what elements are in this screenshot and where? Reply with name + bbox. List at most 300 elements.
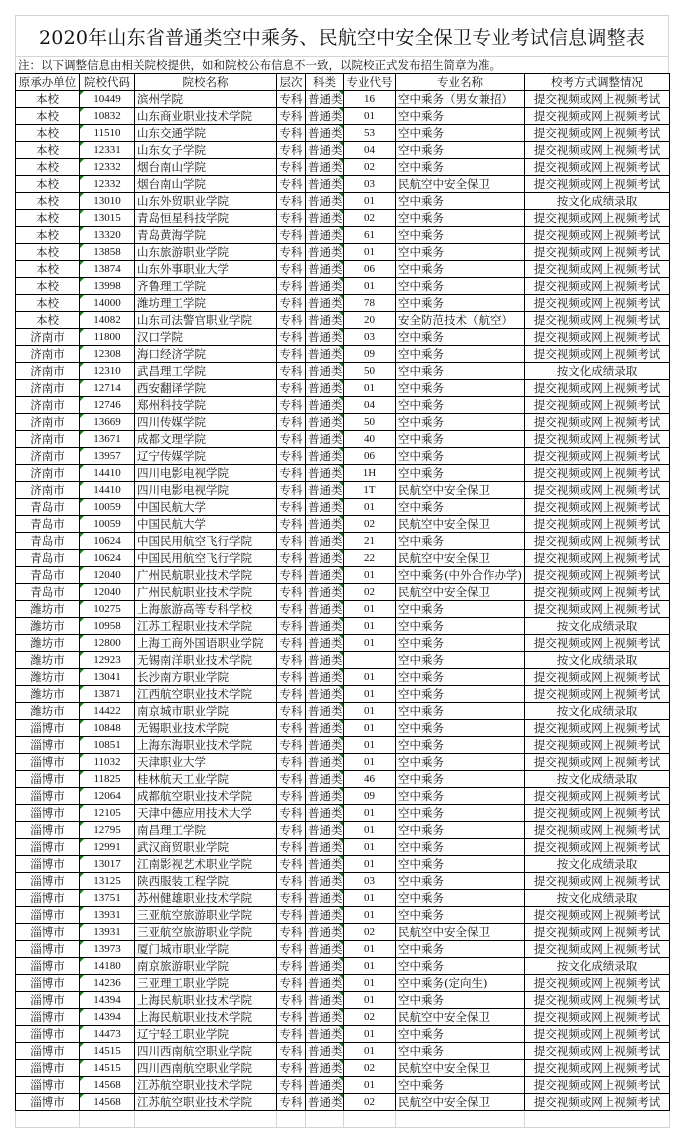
cell-original-unit[interactable]: 本校 bbox=[16, 244, 80, 261]
cell-school-name[interactable]: 四川西南航空职业学院 bbox=[135, 1043, 277, 1060]
cell-exam-adjustment[interactable]: 提交视频或网上视频考试 bbox=[525, 227, 670, 244]
cell-school-name[interactable]: 中国民航大学 bbox=[135, 499, 277, 516]
cell-major-code[interactable]: 01 bbox=[344, 720, 396, 737]
cell-exam-adjustment[interactable]: 提交视频或网上视频考试 bbox=[525, 567, 670, 584]
cell-exam-adjustment[interactable]: 提交视频或网上视频考试 bbox=[525, 1060, 670, 1077]
cell-major-code[interactable]: 78 bbox=[344, 295, 396, 312]
cell-category[interactable]: 普通类 bbox=[306, 788, 344, 805]
cell-level[interactable]: 专科 bbox=[277, 856, 306, 873]
cell-original-unit[interactable]: 潍坊市 bbox=[16, 635, 80, 652]
cell-school-code[interactable]: 10624 bbox=[80, 533, 135, 550]
cell-school-name[interactable]: 四川传媒学院 bbox=[135, 414, 277, 431]
cell-category[interactable]: 普通类 bbox=[306, 839, 344, 856]
cell-school-name[interactable]: 三亚航空旅游职业学院 bbox=[135, 924, 277, 941]
cell-level[interactable]: 专科 bbox=[277, 652, 306, 669]
cell-school-code[interactable]: 13320 bbox=[80, 227, 135, 244]
cell-school-code[interactable]: 10624 bbox=[80, 550, 135, 567]
cell-major-name[interactable]: 空中乘务 bbox=[396, 958, 525, 975]
cell-school-name[interactable]: 青岛黄海学院 bbox=[135, 227, 277, 244]
cell-level[interactable]: 专科 bbox=[277, 193, 306, 210]
cell-exam-adjustment[interactable]: 提交视频或网上视频考试 bbox=[525, 907, 670, 924]
cell-category[interactable]: 普通类 bbox=[306, 924, 344, 941]
cell-category[interactable]: 普通类 bbox=[306, 499, 344, 516]
cell-school-code[interactable]: 13015 bbox=[80, 210, 135, 227]
cell-school-code[interactable]: 14515 bbox=[80, 1043, 135, 1060]
cell-original-unit[interactable]: 淄博市 bbox=[16, 720, 80, 737]
cell-original-unit[interactable]: 济南市 bbox=[16, 380, 80, 397]
cell-category[interactable]: 普通类 bbox=[306, 278, 344, 295]
cell-school-name[interactable]: 南京城市职业学院 bbox=[135, 703, 277, 720]
cell-category[interactable]: 普通类 bbox=[306, 771, 344, 788]
cell-level[interactable]: 专科 bbox=[277, 448, 306, 465]
cell-category[interactable]: 普通类 bbox=[306, 329, 344, 346]
cell-major-name[interactable]: 空中乘务 bbox=[396, 1026, 525, 1043]
cell-school-code[interactable]: 12040 bbox=[80, 567, 135, 584]
cell-exam-adjustment[interactable]: 提交视频或网上视频考试 bbox=[525, 924, 670, 941]
cell-category[interactable]: 普通类 bbox=[306, 584, 344, 601]
cell-major-name[interactable]: 空中乘务 bbox=[396, 142, 525, 159]
cell-major-name[interactable]: 民航空中安全保卫 bbox=[396, 1009, 525, 1026]
cell-major-code[interactable]: 04 bbox=[344, 142, 396, 159]
cell-category[interactable]: 普通类 bbox=[306, 890, 344, 907]
cell-category[interactable]: 普通类 bbox=[306, 312, 344, 329]
cell-major-code[interactable]: 01 bbox=[344, 839, 396, 856]
cell-school-code[interactable]: 12332 bbox=[80, 176, 135, 193]
cell-category[interactable]: 普通类 bbox=[306, 193, 344, 210]
cell-exam-adjustment[interactable]: 提交视频或网上视频考试 bbox=[525, 431, 670, 448]
cell-level[interactable]: 专科 bbox=[277, 567, 306, 584]
cell-school-code[interactable]: 13931 bbox=[80, 907, 135, 924]
cell-level[interactable]: 专科 bbox=[277, 686, 306, 703]
cell-major-code[interactable]: 09 bbox=[344, 788, 396, 805]
cell-level[interactable]: 专科 bbox=[277, 771, 306, 788]
cell-school-name[interactable]: 江西航空职业技术学院 bbox=[135, 686, 277, 703]
cell-exam-adjustment[interactable]: 按文化成绩录取 bbox=[525, 958, 670, 975]
cell-school-code[interactable]: 12714 bbox=[80, 380, 135, 397]
cell-category[interactable]: 普通类 bbox=[306, 414, 344, 431]
cell-category[interactable]: 普通类 bbox=[306, 992, 344, 1009]
cell-school-code[interactable]: 14394 bbox=[80, 992, 135, 1009]
cell-major-code[interactable]: 01 bbox=[344, 686, 396, 703]
cell-level[interactable]: 专科 bbox=[277, 958, 306, 975]
cell-major-name[interactable]: 民航空中安全保卫 bbox=[396, 550, 525, 567]
cell-original-unit[interactable]: 潍坊市 bbox=[16, 652, 80, 669]
cell-category[interactable]: 普通类 bbox=[306, 873, 344, 890]
cell-major-code[interactable]: 01 bbox=[344, 822, 396, 839]
cell-level[interactable]: 专科 bbox=[277, 312, 306, 329]
cell-exam-adjustment[interactable]: 提交视频或网上视频考试 bbox=[525, 465, 670, 482]
cell-level[interactable]: 专科 bbox=[277, 227, 306, 244]
cell-level[interactable]: 专科 bbox=[277, 584, 306, 601]
col-header-original-unit[interactable]: 原承办单位 bbox=[16, 74, 80, 91]
cell-original-unit[interactable]: 济南市 bbox=[16, 397, 80, 414]
cell-school-code[interactable]: 11510 bbox=[80, 125, 135, 142]
cell-major-name[interactable]: 空中乘务 bbox=[396, 618, 525, 635]
cell-exam-adjustment[interactable]: 按文化成绩录取 bbox=[525, 771, 670, 788]
cell-school-code[interactable]: 10449 bbox=[80, 91, 135, 108]
cell-category[interactable]: 普通类 bbox=[306, 1026, 344, 1043]
cell-category[interactable]: 普通类 bbox=[306, 975, 344, 992]
cell-major-name[interactable]: 空中乘务 bbox=[396, 363, 525, 380]
cell-major-name[interactable]: 安全防范技术（航空） bbox=[396, 312, 525, 329]
cell-level[interactable]: 专科 bbox=[277, 159, 306, 176]
cell-exam-adjustment[interactable]: 按文化成绩录取 bbox=[525, 618, 670, 635]
cell-major-code[interactable]: 04 bbox=[344, 397, 396, 414]
cell-school-code[interactable]: 14180 bbox=[80, 958, 135, 975]
cell-major-code[interactable]: 16 bbox=[344, 91, 396, 108]
cell-school-name[interactable]: 上海旅游高等专科学校 bbox=[135, 601, 277, 618]
cell-exam-adjustment[interactable]: 提交视频或网上视频考试 bbox=[525, 159, 670, 176]
cell-school-code[interactable]: 14410 bbox=[80, 465, 135, 482]
cell-level[interactable]: 专科 bbox=[277, 261, 306, 278]
cell-major-name[interactable]: 空中乘务 bbox=[396, 193, 525, 210]
cell-school-name[interactable]: 上海民航职业技术学院 bbox=[135, 992, 277, 1009]
cell-major-code[interactable]: 02 bbox=[344, 210, 396, 227]
cell-major-code[interactable]: 01 bbox=[344, 244, 396, 261]
cell-major-name[interactable]: 空中乘务 bbox=[396, 431, 525, 448]
cell-category[interactable]: 普通类 bbox=[306, 822, 344, 839]
cell-original-unit[interactable]: 本校 bbox=[16, 91, 80, 108]
cell-school-code[interactable]: 13874 bbox=[80, 261, 135, 278]
cell-category[interactable]: 普通类 bbox=[306, 397, 344, 414]
cell-school-code[interactable]: 10851 bbox=[80, 737, 135, 754]
cell-category[interactable]: 普通类 bbox=[306, 295, 344, 312]
cell-exam-adjustment[interactable]: 提交视频或网上视频考试 bbox=[525, 380, 670, 397]
cell-school-code[interactable]: 14473 bbox=[80, 1026, 135, 1043]
cell-category[interactable]: 普通类 bbox=[306, 737, 344, 754]
cell-exam-adjustment[interactable]: 提交视频或网上视频考试 bbox=[525, 941, 670, 958]
cell-school-name[interactable]: 苏州健雄职业技术学院 bbox=[135, 890, 277, 907]
cell-school-code[interactable]: 13125 bbox=[80, 873, 135, 890]
cell-category[interactable]: 普通类 bbox=[306, 533, 344, 550]
cell-original-unit[interactable]: 本校 bbox=[16, 193, 80, 210]
cell-exam-adjustment[interactable]: 提交视频或网上视频考试 bbox=[525, 1077, 670, 1094]
cell-original-unit[interactable]: 潍坊市 bbox=[16, 669, 80, 686]
cell-major-name[interactable]: 空中乘务 bbox=[396, 159, 525, 176]
cell-school-name[interactable]: 上海民航职业技术学院 bbox=[135, 1009, 277, 1026]
cell-level[interactable]: 专科 bbox=[277, 1094, 306, 1111]
cell-level[interactable]: 专科 bbox=[277, 431, 306, 448]
cell-major-name[interactable]: 空中乘务 bbox=[396, 329, 525, 346]
cell-school-name[interactable]: 广州民航职业技术学院 bbox=[135, 584, 277, 601]
cell-original-unit[interactable]: 本校 bbox=[16, 295, 80, 312]
cell-exam-adjustment[interactable]: 提交视频或网上视频考试 bbox=[525, 397, 670, 414]
cell-category[interactable]: 普通类 bbox=[306, 1060, 344, 1077]
cell-exam-adjustment[interactable]: 提交视频或网上视频考试 bbox=[525, 550, 670, 567]
cell-major-name[interactable]: 空中乘务 bbox=[396, 992, 525, 1009]
cell-major-name[interactable]: 空中乘务 bbox=[396, 703, 525, 720]
cell-school-code[interactable]: 14568 bbox=[80, 1077, 135, 1094]
cell-school-name[interactable]: 齐鲁理工学院 bbox=[135, 278, 277, 295]
cell-major-code[interactable]: 02 bbox=[344, 1009, 396, 1026]
cell-original-unit[interactable]: 本校 bbox=[16, 210, 80, 227]
cell-exam-adjustment[interactable]: 提交视频或网上视频考试 bbox=[525, 992, 670, 1009]
cell-original-unit[interactable]: 本校 bbox=[16, 159, 80, 176]
cell-level[interactable]: 专科 bbox=[277, 533, 306, 550]
cell-major-code[interactable]: 01 bbox=[344, 635, 396, 652]
cell-category[interactable]: 普通类 bbox=[306, 448, 344, 465]
cell-exam-adjustment[interactable]: 提交视频或网上视频考试 bbox=[525, 635, 670, 652]
cell-school-name[interactable]: 上海工商外国语职业学院 bbox=[135, 635, 277, 652]
cell-school-name[interactable]: 厦门城市职业学院 bbox=[135, 941, 277, 958]
cell-exam-adjustment[interactable]: 按文化成绩录取 bbox=[525, 193, 670, 210]
cell-school-code[interactable]: 14515 bbox=[80, 1060, 135, 1077]
cell-original-unit[interactable]: 潍坊市 bbox=[16, 686, 80, 703]
cell-school-code[interactable]: 14410 bbox=[80, 482, 135, 499]
cell-major-code[interactable]: 02 bbox=[344, 159, 396, 176]
cell-major-code[interactable]: 01 bbox=[344, 193, 396, 210]
cell-major-name[interactable]: 民航空中安全保卫 bbox=[396, 176, 525, 193]
cell-level[interactable]: 专科 bbox=[277, 839, 306, 856]
cell-level[interactable]: 专科 bbox=[277, 890, 306, 907]
cell-school-name[interactable]: 山东司法警官职业学院 bbox=[135, 312, 277, 329]
cell-school-name[interactable]: 无锡南洋职业技术学院 bbox=[135, 652, 277, 669]
cell-school-name[interactable]: 潍坊理工学院 bbox=[135, 295, 277, 312]
cell-level[interactable]: 专科 bbox=[277, 142, 306, 159]
cell-school-name[interactable]: 四川电影电视学院 bbox=[135, 465, 277, 482]
cell-school-name[interactable]: 无锡职业技术学院 bbox=[135, 720, 277, 737]
cell-school-name[interactable]: 山东交通学院 bbox=[135, 125, 277, 142]
cell-original-unit[interactable]: 青岛市 bbox=[16, 533, 80, 550]
cell-level[interactable]: 专科 bbox=[277, 737, 306, 754]
cell-exam-adjustment[interactable]: 提交视频或网上视频考试 bbox=[525, 686, 670, 703]
cell-level[interactable]: 专科 bbox=[277, 822, 306, 839]
cell-major-name[interactable]: 空中乘务 bbox=[396, 839, 525, 856]
cell-major-code[interactable]: 01 bbox=[344, 856, 396, 873]
cell-school-name[interactable]: 成都文理学院 bbox=[135, 431, 277, 448]
cell-exam-adjustment[interactable]: 按文化成绩录取 bbox=[525, 652, 670, 669]
cell-original-unit[interactable]: 淄博市 bbox=[16, 805, 80, 822]
cell-level[interactable]: 专科 bbox=[277, 210, 306, 227]
cell-school-code[interactable]: 14394 bbox=[80, 1009, 135, 1026]
cell-major-name[interactable]: 空中乘务 bbox=[396, 414, 525, 431]
empty-cell[interactable] bbox=[344, 1111, 396, 1128]
cell-major-code[interactable]: 01 bbox=[344, 941, 396, 958]
cell-category[interactable]: 普通类 bbox=[306, 261, 344, 278]
cell-original-unit[interactable]: 淄博市 bbox=[16, 754, 80, 771]
cell-major-name[interactable]: 空中乘务（男女兼招） bbox=[396, 91, 525, 108]
cell-original-unit[interactable]: 济南市 bbox=[16, 363, 80, 380]
cell-school-code[interactable]: 14422 bbox=[80, 703, 135, 720]
cell-major-code[interactable]: 01 bbox=[344, 380, 396, 397]
cell-school-code[interactable]: 10275 bbox=[80, 601, 135, 618]
cell-school-name[interactable]: 三亚理工职业学院 bbox=[135, 975, 277, 992]
cell-original-unit[interactable]: 淄博市 bbox=[16, 1043, 80, 1060]
cell-major-code[interactable]: 01 bbox=[344, 890, 396, 907]
cell-exam-adjustment[interactable]: 提交视频或网上视频考试 bbox=[525, 669, 670, 686]
cell-exam-adjustment[interactable]: 提交视频或网上视频考试 bbox=[525, 482, 670, 499]
cell-school-code[interactable]: 12310 bbox=[80, 363, 135, 380]
cell-school-name[interactable]: 中国民用航空飞行学院 bbox=[135, 533, 277, 550]
cell-school-code[interactable]: 14000 bbox=[80, 295, 135, 312]
cell-major-name[interactable]: 空中乘务 bbox=[396, 720, 525, 737]
cell-school-code[interactable]: 13957 bbox=[80, 448, 135, 465]
cell-school-name[interactable]: 江苏工程职业技术学院 bbox=[135, 618, 277, 635]
cell-exam-adjustment[interactable]: 提交视频或网上视频考试 bbox=[525, 533, 670, 550]
cell-level[interactable]: 专科 bbox=[277, 482, 306, 499]
cell-category[interactable]: 普通类 bbox=[306, 1043, 344, 1060]
cell-exam-adjustment[interactable]: 提交视频或网上视频考试 bbox=[525, 91, 670, 108]
cell-major-name[interactable]: 空中乘务 bbox=[396, 244, 525, 261]
cell-major-code[interactable]: 50 bbox=[344, 363, 396, 380]
cell-category[interactable]: 普通类 bbox=[306, 805, 344, 822]
cell-original-unit[interactable]: 淄博市 bbox=[16, 975, 80, 992]
cell-major-name[interactable]: 空中乘务 bbox=[396, 754, 525, 771]
cell-school-code[interactable]: 12800 bbox=[80, 635, 135, 652]
cell-original-unit[interactable]: 济南市 bbox=[16, 465, 80, 482]
cell-level[interactable]: 专科 bbox=[277, 516, 306, 533]
cell-major-code[interactable]: 01 bbox=[344, 737, 396, 754]
cell-school-name[interactable]: 中国民航大学 bbox=[135, 516, 277, 533]
cell-school-name[interactable]: 山东旅游职业学院 bbox=[135, 244, 277, 261]
cell-category[interactable]: 普通类 bbox=[306, 703, 344, 720]
cell-school-name[interactable]: 辽宁轻工职业学院 bbox=[135, 1026, 277, 1043]
cell-major-code[interactable]: 01 bbox=[344, 618, 396, 635]
cell-original-unit[interactable]: 淄博市 bbox=[16, 941, 80, 958]
cell-school-code[interactable]: 14236 bbox=[80, 975, 135, 992]
cell-category[interactable]: 普通类 bbox=[306, 567, 344, 584]
cell-original-unit[interactable]: 淄博市 bbox=[16, 856, 80, 873]
cell-exam-adjustment[interactable]: 提交视频或网上视频考试 bbox=[525, 244, 670, 261]
cell-school-code[interactable]: 12332 bbox=[80, 159, 135, 176]
cell-school-code[interactable]: 10059 bbox=[80, 499, 135, 516]
cell-school-name[interactable]: 江苏航空职业技术学院 bbox=[135, 1077, 277, 1094]
cell-major-code[interactable]: 20 bbox=[344, 312, 396, 329]
cell-school-code[interactable]: 13041 bbox=[80, 669, 135, 686]
cell-level[interactable]: 专科 bbox=[277, 703, 306, 720]
cell-school-name[interactable]: 辽宁传媒学院 bbox=[135, 448, 277, 465]
cell-major-name[interactable]: 空中乘务 bbox=[396, 856, 525, 873]
cell-major-code[interactable]: 01 bbox=[344, 108, 396, 125]
cell-school-code[interactable]: 13010 bbox=[80, 193, 135, 210]
cell-exam-adjustment[interactable]: 提交视频或网上视频考试 bbox=[525, 176, 670, 193]
cell-school-code[interactable]: 12923 bbox=[80, 652, 135, 669]
cell-level[interactable]: 专科 bbox=[277, 907, 306, 924]
cell-original-unit[interactable]: 青岛市 bbox=[16, 567, 80, 584]
cell-major-code[interactable]: 01 bbox=[344, 703, 396, 720]
col-header-school-code[interactable]: 院校代码 bbox=[80, 74, 135, 91]
cell-school-code[interactable]: 13858 bbox=[80, 244, 135, 261]
cell-exam-adjustment[interactable]: 提交视频或网上视频考试 bbox=[525, 720, 670, 737]
cell-category[interactable]: 普通类 bbox=[306, 125, 344, 142]
cell-exam-adjustment[interactable]: 提交视频或网上视频考试 bbox=[525, 1009, 670, 1026]
cell-level[interactable]: 专科 bbox=[277, 1060, 306, 1077]
cell-school-code[interactable]: 12064 bbox=[80, 788, 135, 805]
cell-exam-adjustment[interactable]: 提交视频或网上视频考试 bbox=[525, 822, 670, 839]
cell-original-unit[interactable]: 淄博市 bbox=[16, 839, 80, 856]
cell-major-name[interactable]: 空中乘务 bbox=[396, 822, 525, 839]
cell-level[interactable]: 专科 bbox=[277, 805, 306, 822]
cell-original-unit[interactable]: 淄博市 bbox=[16, 1094, 80, 1111]
cell-major-name[interactable]: 空中乘务 bbox=[396, 941, 525, 958]
cell-school-name[interactable]: 武昌理工学院 bbox=[135, 363, 277, 380]
cell-original-unit[interactable]: 淄博市 bbox=[16, 771, 80, 788]
cell-level[interactable]: 专科 bbox=[277, 873, 306, 890]
cell-school-name[interactable]: 海口经济学院 bbox=[135, 346, 277, 363]
cell-exam-adjustment[interactable]: 提交视频或网上视频考试 bbox=[525, 873, 670, 890]
cell-school-code[interactable]: 13017 bbox=[80, 856, 135, 873]
cell-major-code[interactable]: 06 bbox=[344, 448, 396, 465]
col-header-category[interactable]: 科类 bbox=[306, 74, 344, 91]
cell-school-name[interactable]: 武汉商贸职业学院 bbox=[135, 839, 277, 856]
cell-major-code[interactable]: 1H bbox=[344, 465, 396, 482]
cell-school-name[interactable]: 烟台南山学院 bbox=[135, 176, 277, 193]
cell-major-name[interactable]: 空中乘务 bbox=[396, 771, 525, 788]
cell-major-name[interactable]: 空中乘务 bbox=[396, 380, 525, 397]
cell-exam-adjustment[interactable]: 提交视频或网上视频考试 bbox=[525, 737, 670, 754]
cell-major-name[interactable]: 空中乘务 bbox=[396, 108, 525, 125]
cell-major-code[interactable] bbox=[344, 652, 396, 669]
cell-school-name[interactable]: 南昌理工学院 bbox=[135, 822, 277, 839]
cell-major-name[interactable]: 空中乘务 bbox=[396, 873, 525, 890]
cell-exam-adjustment[interactable]: 提交视频或网上视频考试 bbox=[525, 414, 670, 431]
cell-major-code[interactable]: 01 bbox=[344, 958, 396, 975]
cell-level[interactable]: 专科 bbox=[277, 499, 306, 516]
cell-original-unit[interactable]: 潍坊市 bbox=[16, 703, 80, 720]
cell-level[interactable]: 专科 bbox=[277, 550, 306, 567]
cell-major-code[interactable]: 02 bbox=[344, 924, 396, 941]
cell-category[interactable]: 普通类 bbox=[306, 227, 344, 244]
cell-major-name[interactable]: 空中乘务 bbox=[396, 907, 525, 924]
cell-exam-adjustment[interactable]: 提交视频或网上视频考试 bbox=[525, 125, 670, 142]
cell-school-name[interactable]: 南京旅游职业学院 bbox=[135, 958, 277, 975]
cell-major-code[interactable]: 01 bbox=[344, 907, 396, 924]
cell-level[interactable]: 专科 bbox=[277, 720, 306, 737]
cell-major-name[interactable]: 空中乘务 bbox=[396, 1043, 525, 1060]
cell-category[interactable]: 普通类 bbox=[306, 482, 344, 499]
col-header-exam-adjustment[interactable]: 校考方式调整情况 bbox=[525, 74, 670, 91]
cell-original-unit[interactable]: 淄博市 bbox=[16, 873, 80, 890]
cell-major-name[interactable]: 空中乘务 bbox=[396, 737, 525, 754]
cell-major-name[interactable]: 空中乘务 bbox=[396, 210, 525, 227]
cell-school-code[interactable]: 13751 bbox=[80, 890, 135, 907]
cell-level[interactable]: 专科 bbox=[277, 669, 306, 686]
cell-category[interactable]: 普通类 bbox=[306, 210, 344, 227]
cell-major-code[interactable]: 1T bbox=[344, 482, 396, 499]
cell-major-name[interactable]: 空中乘务 bbox=[396, 346, 525, 363]
cell-category[interactable]: 普通类 bbox=[306, 1094, 344, 1111]
cell-school-code[interactable]: 10848 bbox=[80, 720, 135, 737]
cell-major-name[interactable]: 空中乘务 bbox=[396, 788, 525, 805]
cell-major-code[interactable]: 02 bbox=[344, 1094, 396, 1111]
cell-level[interactable]: 专科 bbox=[277, 414, 306, 431]
cell-major-name[interactable]: 民航空中安全保卫 bbox=[396, 516, 525, 533]
cell-school-code[interactable]: 12040 bbox=[80, 584, 135, 601]
cell-category[interactable]: 普通类 bbox=[306, 550, 344, 567]
cell-exam-adjustment[interactable]: 提交视频或网上视频考试 bbox=[525, 210, 670, 227]
cell-school-code[interactable]: 11825 bbox=[80, 771, 135, 788]
cell-school-name[interactable]: 山东商业职业技术学院 bbox=[135, 108, 277, 125]
cell-school-name[interactable]: 陕西服装工程学院 bbox=[135, 873, 277, 890]
cell-school-name[interactable]: 江南影视艺术职业学院 bbox=[135, 856, 277, 873]
cell-level[interactable]: 专科 bbox=[277, 176, 306, 193]
cell-major-name[interactable]: 空中乘务 bbox=[396, 686, 525, 703]
cell-original-unit[interactable]: 潍坊市 bbox=[16, 618, 80, 635]
cell-major-name[interactable]: 空中乘务 bbox=[396, 499, 525, 516]
cell-major-code[interactable]: 03 bbox=[344, 176, 396, 193]
cell-level[interactable]: 专科 bbox=[277, 278, 306, 295]
cell-major-name[interactable]: 空中乘务 bbox=[396, 278, 525, 295]
cell-major-code[interactable]: 01 bbox=[344, 805, 396, 822]
cell-level[interactable]: 专科 bbox=[277, 346, 306, 363]
cell-category[interactable]: 普通类 bbox=[306, 618, 344, 635]
cell-school-name[interactable]: 成都航空职业技术学院 bbox=[135, 788, 277, 805]
cell-original-unit[interactable]: 济南市 bbox=[16, 329, 80, 346]
cell-category[interactable]: 普通类 bbox=[306, 941, 344, 958]
cell-original-unit[interactable]: 本校 bbox=[16, 261, 80, 278]
cell-level[interactable]: 专科 bbox=[277, 924, 306, 941]
cell-school-code[interactable]: 13931 bbox=[80, 924, 135, 941]
